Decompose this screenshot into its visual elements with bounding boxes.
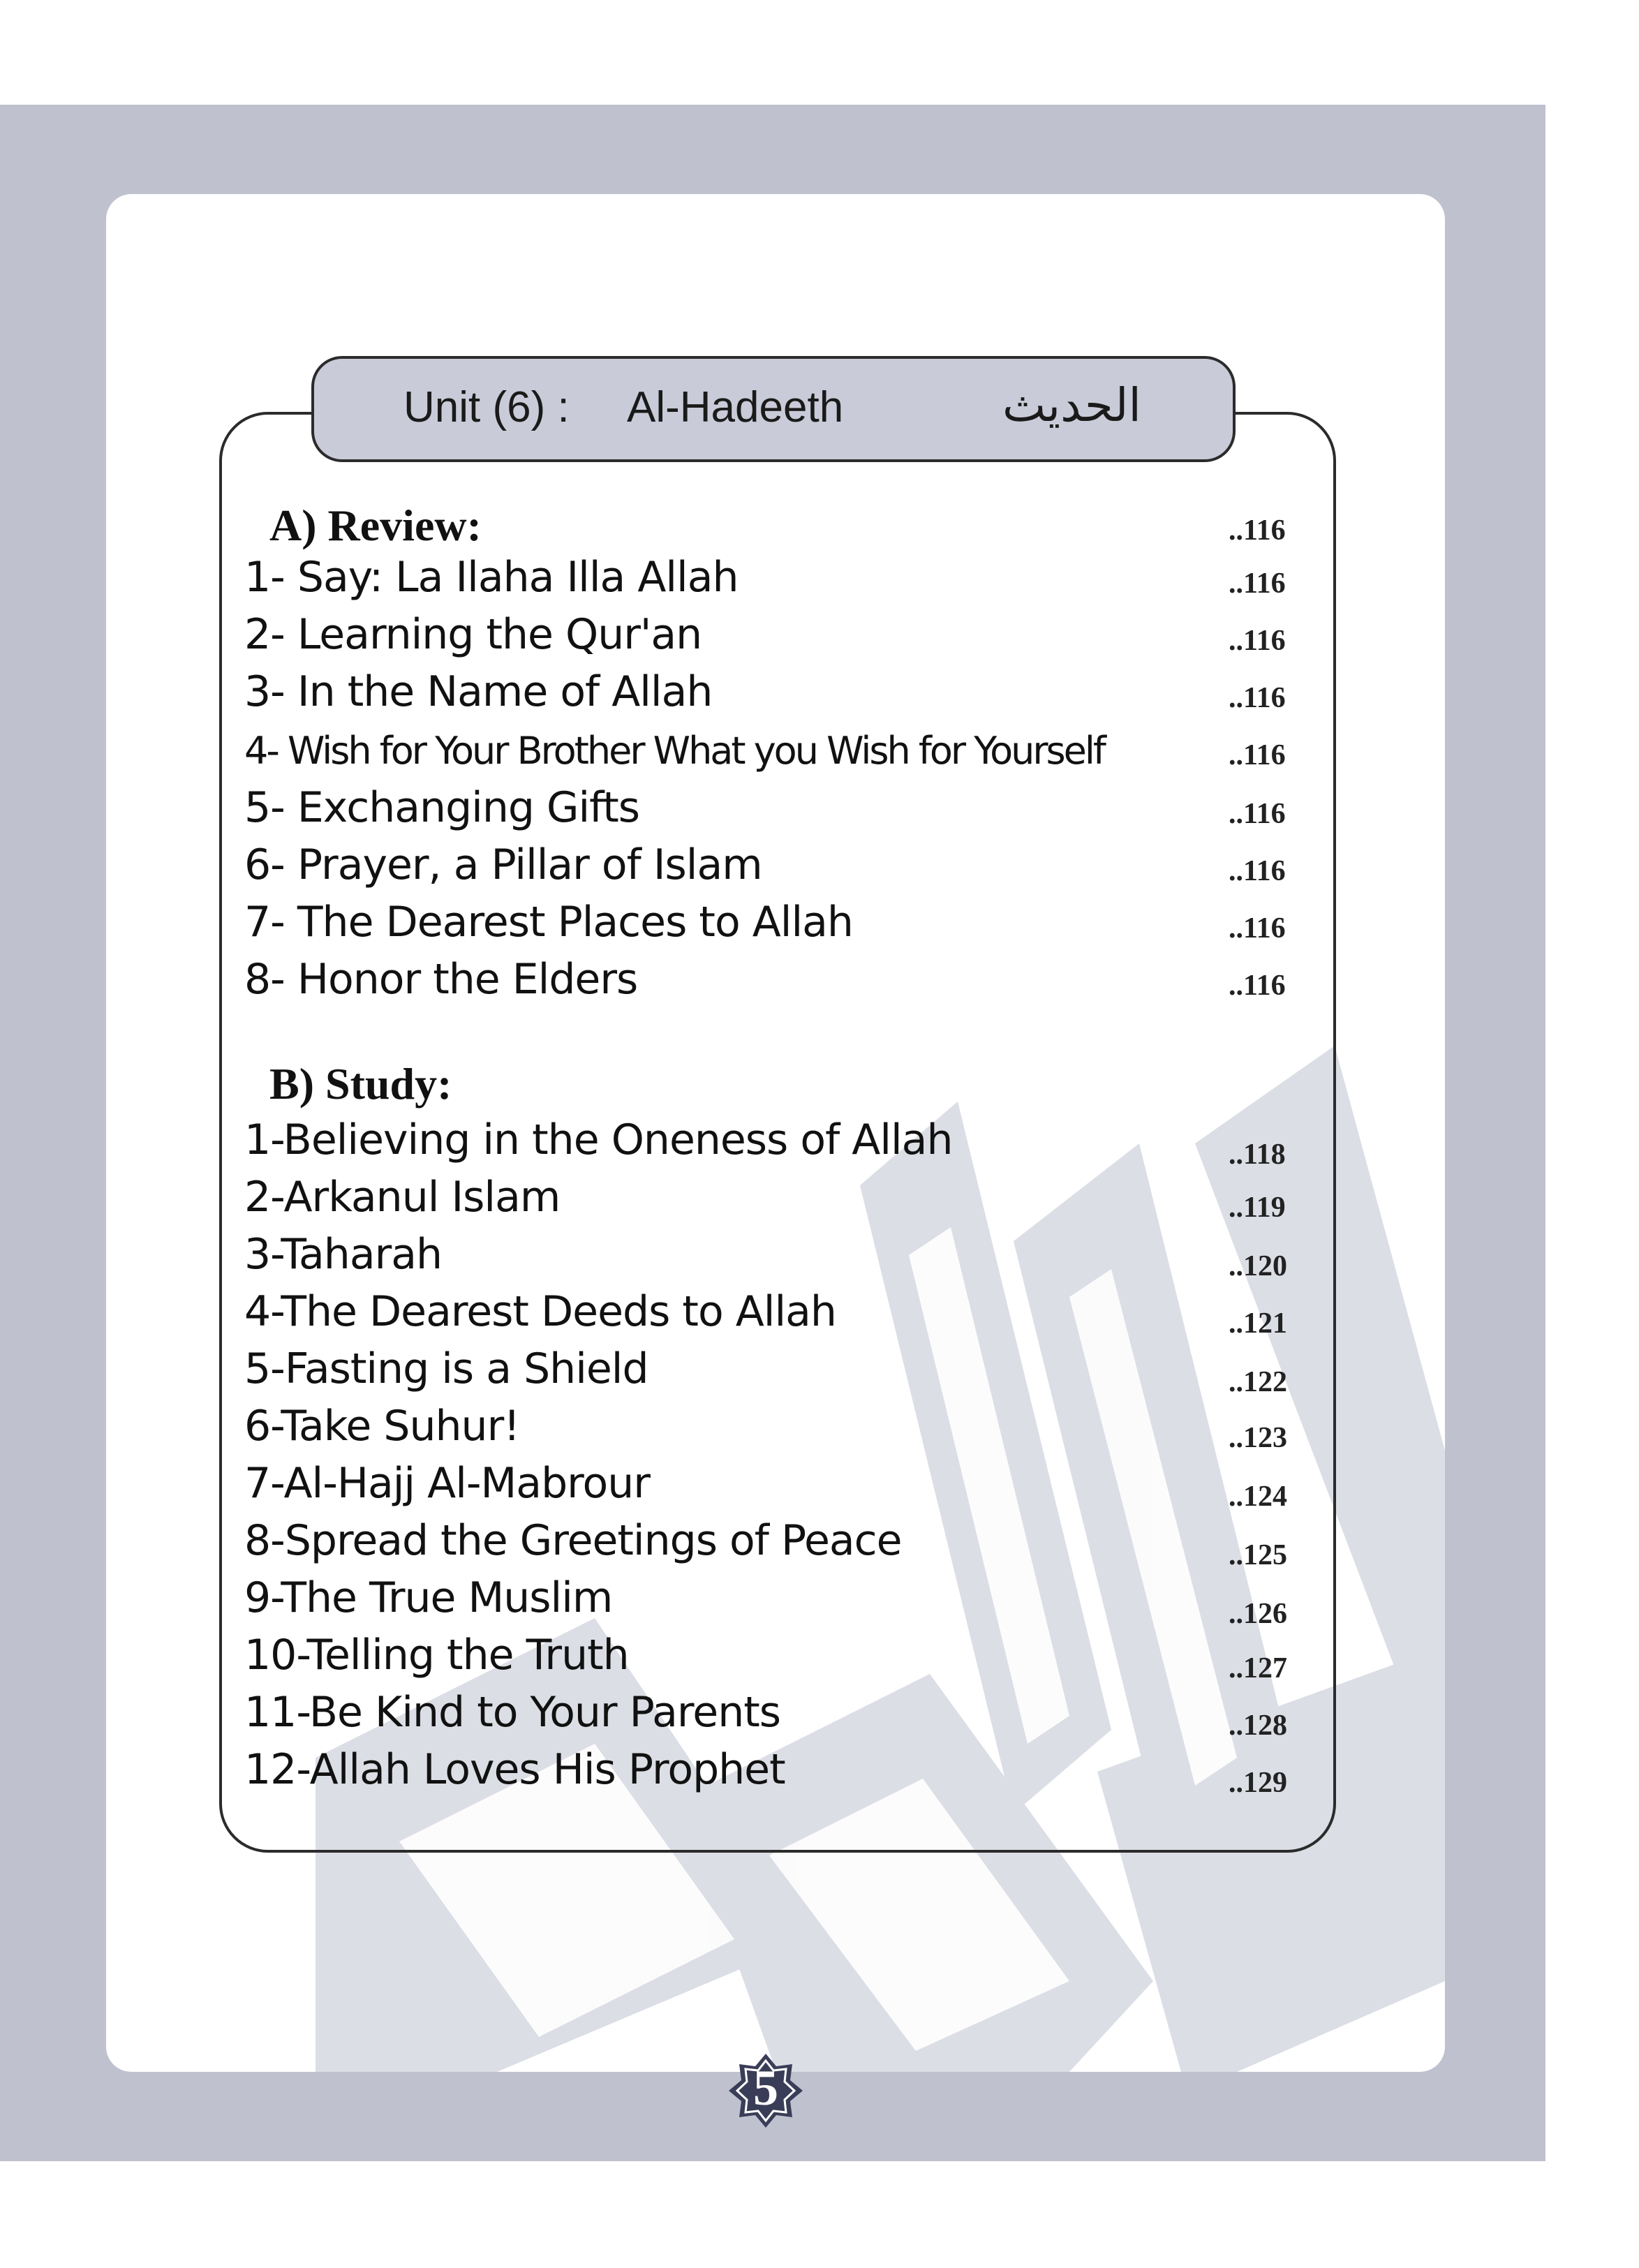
unit-number: Unit (6) :: [403, 383, 570, 431]
toc-page: ..129: [1229, 1767, 1287, 1799]
toc-item[interactable]: 4-The Dearest Deeds to Allah: [244, 1287, 836, 1336]
toc-page: ..119: [1229, 1192, 1286, 1224]
toc-page: ..125: [1229, 1539, 1287, 1571]
page-number: 5: [753, 2060, 778, 2116]
toc-item[interactable]: 2-Arkanul Islam: [244, 1173, 561, 1222]
toc-page: ..123: [1229, 1422, 1287, 1454]
toc-page: ..124: [1229, 1481, 1287, 1513]
review-heading: A) Review:: [269, 501, 482, 550]
toc-page: ..120: [1229, 1250, 1287, 1282]
toc-item[interactable]: 6-Take Suhur!: [244, 1402, 520, 1451]
toc-page: ..128: [1229, 1710, 1287, 1742]
toc-page: ..121: [1229, 1307, 1287, 1340]
toc-item[interactable]: 4- Wish for Your Brother What you Wish for Yourself: [244, 729, 1104, 773]
toc-page: ..116: [1229, 912, 1286, 944]
toc-page: ..116: [1229, 625, 1286, 657]
toc-item[interactable]: 7-Al-Hajj Al-Mabrour: [244, 1459, 650, 1508]
toc-item[interactable]: 1-Believing in the Oneness of Allah: [244, 1116, 953, 1164]
study-heading: B) Study:: [269, 1059, 452, 1109]
toc-item[interactable]: 1- Say: La Ilaha Illa Allah: [244, 553, 739, 602]
unit-title-arabic: الحديث: [1002, 378, 1141, 432]
toc-page: ..116: [1229, 798, 1286, 830]
toc-item[interactable]: 3-Taharah: [244, 1230, 443, 1279]
toc-page: ..116: [1229, 970, 1286, 1002]
toc-item[interactable]: 5- Exchanging Gifts: [244, 783, 640, 832]
toc-item[interactable]: 10-Telling the Truth: [244, 1631, 629, 1680]
review-heading-page: ..116: [1229, 514, 1286, 547]
toc-item[interactable]: 7- The Dearest Places to Allah: [244, 898, 853, 947]
toc-item[interactable]: 12-Allah Loves His Prophet: [244, 1745, 785, 1794]
toc-page: ..116: [1229, 855, 1286, 887]
toc-page: ..126: [1229, 1598, 1287, 1630]
toc-page: ..116: [1229, 568, 1286, 600]
toc-item[interactable]: 11-Be Kind to Your Parents: [244, 1688, 781, 1737]
toc-item[interactable]: 3- In the Name of Allah: [244, 667, 713, 716]
toc-item[interactable]: 6- Prayer, a Pillar of Islam: [244, 840, 762, 889]
toc-item[interactable]: 8- Honor the Elders: [244, 955, 638, 1004]
toc-page: ..118: [1229, 1139, 1286, 1171]
toc-page: ..122: [1229, 1366, 1287, 1398]
toc-page: ..116: [1229, 739, 1286, 771]
toc-page: ..127: [1229, 1652, 1287, 1684]
toc-page: ..116: [1229, 682, 1286, 714]
toc-item[interactable]: 8-Spread the Greetings of Peace: [244, 1516, 902, 1565]
unit-title: Al-Hadeeth: [627, 383, 844, 431]
toc-item[interactable]: 2- Learning the Qur'an: [244, 610, 702, 659]
toc-item[interactable]: 5-Fasting is a Shield: [244, 1344, 648, 1393]
toc-item[interactable]: 9-The True Muslim: [244, 1573, 613, 1622]
